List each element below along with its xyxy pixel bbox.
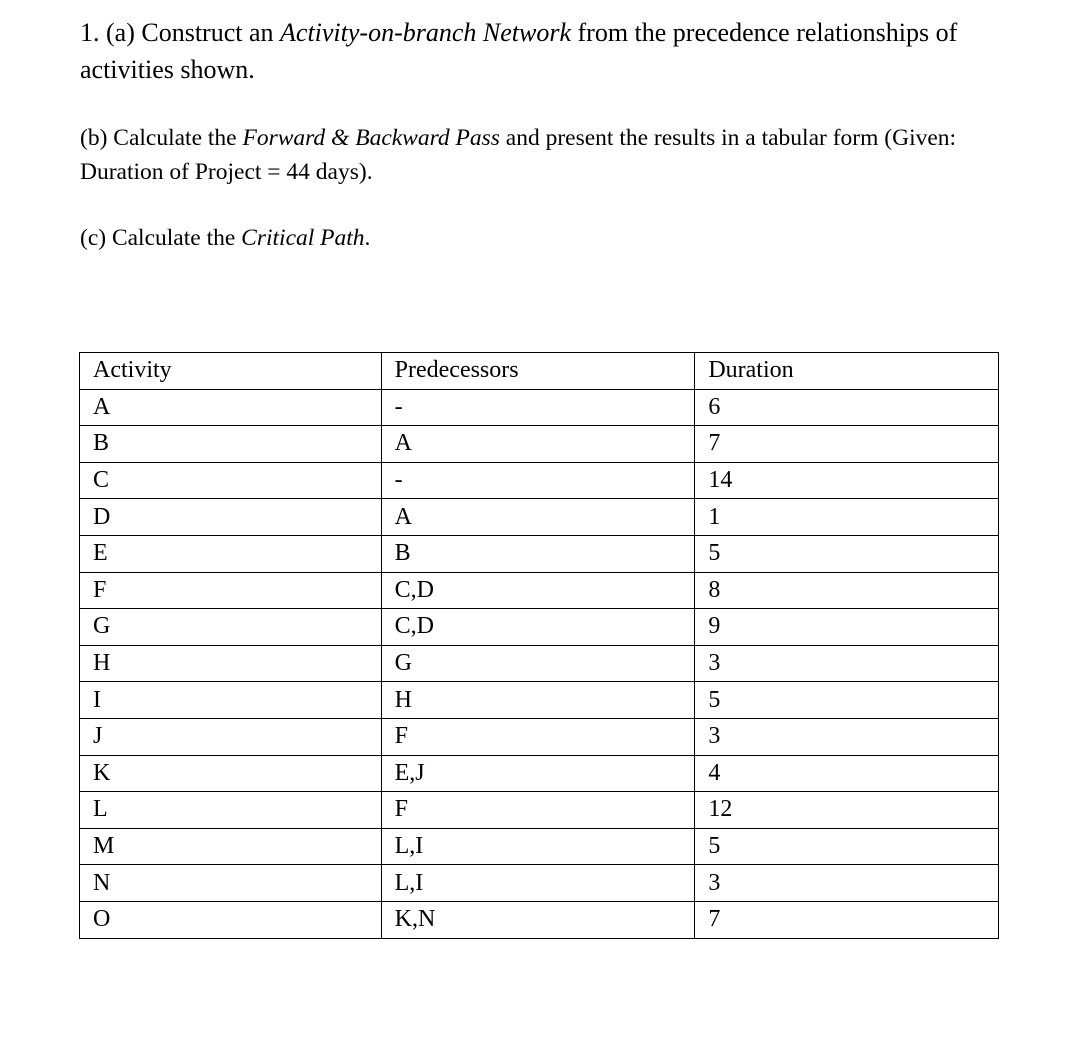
cell-activity: K xyxy=(80,755,382,792)
cell-activity: I xyxy=(80,682,382,719)
cell-predecessors: H xyxy=(381,682,695,719)
part-c-prefix: (c) Calculate the xyxy=(80,225,242,251)
table-header-row xyxy=(80,353,999,390)
table-row xyxy=(80,755,999,792)
cell-predecessors: F xyxy=(381,792,695,829)
table-row xyxy=(80,901,999,938)
cell-duration: 9 xyxy=(695,609,999,646)
cell-duration: 8 xyxy=(695,572,999,609)
table-row xyxy=(80,865,999,902)
cell-duration: 7 xyxy=(695,426,999,463)
cell-activity: F xyxy=(80,572,382,609)
cell-activity: G xyxy=(80,609,382,646)
cell-predecessors: A xyxy=(381,426,695,463)
cell-predecessors: - xyxy=(381,462,695,499)
cell-activity: M xyxy=(80,828,382,865)
table-row xyxy=(80,572,999,609)
cell-activity: D xyxy=(80,499,382,536)
cell-predecessors: K,N xyxy=(381,901,695,938)
cell-activity: E xyxy=(80,535,382,572)
cell-activity: J xyxy=(80,718,382,755)
table-row xyxy=(80,462,999,499)
table-row xyxy=(80,645,999,682)
cell-predecessors: E,J xyxy=(381,755,695,792)
cell-duration: 5 xyxy=(695,682,999,719)
table-row xyxy=(80,499,999,536)
cell-activity: N xyxy=(80,865,382,902)
activity-table xyxy=(79,352,999,939)
cell-activity: L xyxy=(80,792,382,829)
cell-predecessors: C,D xyxy=(381,609,695,646)
cell-activity: O xyxy=(80,901,382,938)
cell-predecessors: B xyxy=(381,535,695,572)
part-c-italic: Critical Path xyxy=(241,225,365,251)
table-header xyxy=(80,353,999,390)
question-part-b xyxy=(80,121,1020,189)
cell-duration: 12 xyxy=(695,792,999,829)
table-row xyxy=(80,828,999,865)
cell-activity: C xyxy=(80,462,382,499)
header-activity: Activity xyxy=(80,353,382,390)
cell-predecessors: C,D xyxy=(381,572,695,609)
cell-predecessors: - xyxy=(381,389,695,426)
cell-activity: A xyxy=(80,389,382,426)
cell-duration: 1 xyxy=(695,499,999,536)
cell-duration: 4 xyxy=(695,755,999,792)
table-row xyxy=(80,389,999,426)
question-part-c xyxy=(80,221,1020,255)
header-duration: Duration xyxy=(695,353,999,390)
part-b-prefix: (b) Calculate the xyxy=(80,125,243,151)
cell-predecessors: G xyxy=(381,645,695,682)
part-a-suffix: from the precedence relationships of activities shown. xyxy=(80,18,958,84)
part-b-suffix: and present the results in a tabular form (Given: Duration of Project = 44 days). xyxy=(80,125,957,185)
cell-predecessors: F xyxy=(381,718,695,755)
cell-duration: 6 xyxy=(695,389,999,426)
part-c-suffix: . xyxy=(364,225,371,251)
table-row xyxy=(80,535,999,572)
cell-activity: H xyxy=(80,645,382,682)
table-row xyxy=(80,682,999,719)
cell-duration: 3 xyxy=(695,718,999,755)
table-row xyxy=(80,718,999,755)
part-a-italic: Activity-on-branch Network xyxy=(280,18,571,47)
cell-predecessors: A xyxy=(381,499,695,536)
cell-duration: 5 xyxy=(695,535,999,572)
cell-duration: 3 xyxy=(695,865,999,902)
cell-duration: 3 xyxy=(695,645,999,682)
part-a-prefix: 1. (a) Construct an xyxy=(80,18,281,47)
question-part-a xyxy=(80,14,1020,88)
cell-duration: 14 xyxy=(695,462,999,499)
table-row xyxy=(80,792,999,829)
cell-duration: 7 xyxy=(695,901,999,938)
cell-activity: B xyxy=(80,426,382,463)
part-b-italic: Forward & Backward Pass xyxy=(242,125,500,151)
table-row xyxy=(80,609,999,646)
cell-duration: 5 xyxy=(695,828,999,865)
cell-predecessors: L,I xyxy=(381,865,695,902)
table-row xyxy=(80,426,999,463)
cell-predecessors: L,I xyxy=(381,828,695,865)
table-body xyxy=(80,389,999,938)
header-predecessors: Predecessors xyxy=(381,353,695,390)
